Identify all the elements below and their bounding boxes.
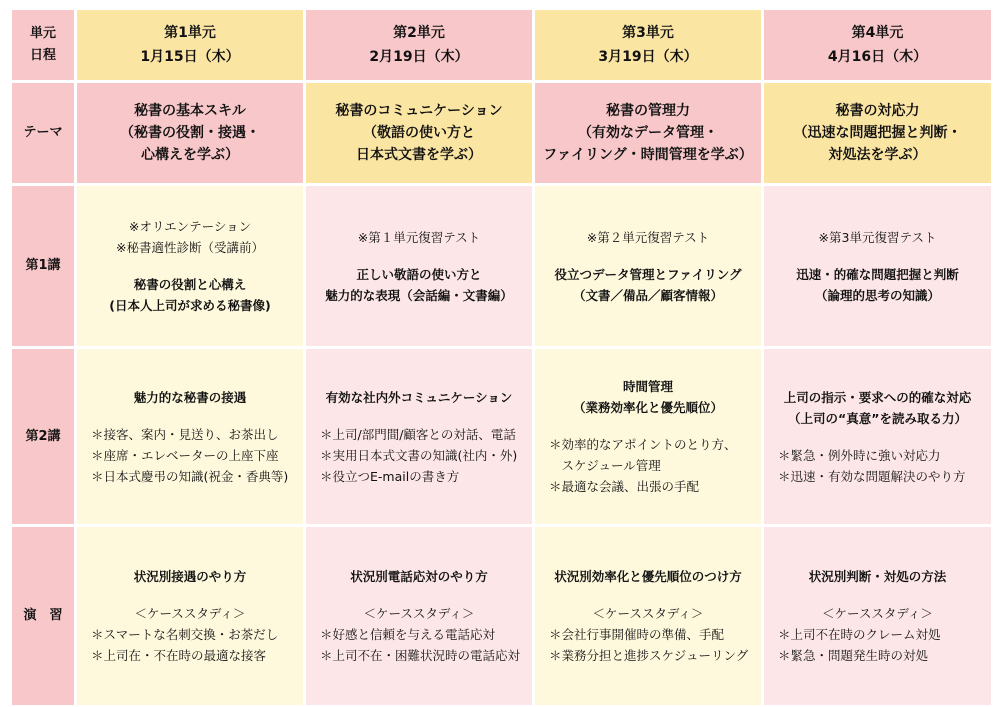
lecture-title: 魅力的な表現（会話編・文書編）: [325, 287, 513, 303]
list-item: ＊緊急・例外時に強い対応力: [778, 447, 941, 463]
unit-title: 第3単元: [622, 25, 674, 41]
unit-date: 3月19日（木）: [598, 49, 698, 65]
list-item: スケジュール管理: [549, 458, 661, 473]
list-item: ＊上司不在時のクレーム対処: [778, 627, 941, 642]
lecture-title: 秘書の役割と心構え: [133, 277, 247, 292]
unit-2-lecture1: [306, 186, 532, 346]
list-item: ＊上司/部門間/顧客との対話、電話: [320, 426, 516, 442]
unit-4-practice: [764, 527, 991, 705]
row-label-header: [12, 10, 74, 80]
unit-2-header: [306, 10, 532, 80]
row-label-lecture1: 第1講: [12, 186, 74, 346]
lecture-title: （文書／備品／顧客情報）: [572, 287, 723, 303]
list-item: ＊実用日本式文書の知識(社内・外): [320, 447, 518, 463]
lecture-title: 有効な社内外コミュニケーション: [325, 389, 513, 405]
unit-date: 4月16日（木）: [827, 49, 928, 65]
unit-3-theme: 秘書の管理力 （有効なデータ管理・ ファイリング・時間管理を学ぶ）: [535, 83, 761, 183]
list-item: ＊効率的なアポイントのとり方、: [549, 437, 737, 452]
row-label-theme: テーマ: [12, 83, 74, 183]
list-item: ＊上司在・不在時の最適な接客: [91, 648, 267, 663]
lecture-title: （業務効率化と優先順位）: [572, 400, 723, 415]
lecture-title: 迅速・的確な問題把握と判断: [796, 266, 959, 282]
lecture-title: （論理的思考の知識）: [814, 287, 940, 303]
unit-date: 2月19日（木）: [369, 49, 469, 65]
lecture-title: （上司の“真意”を読み取る力）: [788, 410, 967, 426]
unit-title: 第2単元: [393, 25, 445, 41]
unit-2-practice: [306, 527, 532, 705]
lecture-note: ※第3単元復習テスト: [818, 229, 937, 245]
list-item: ＊座席・エレベーターの上座下座: [91, 447, 279, 463]
unit-4-theme: 秘書の対応力 （迅速な問題把握と判断・ 対処法を学ぶ）: [764, 83, 991, 183]
lecture-note: ※第１単元復習テスト: [357, 229, 481, 245]
unit-4-lecture1: [764, 186, 991, 346]
unit-1-header: [77, 10, 303, 80]
practice-title: 状況別効率化と優先順位のつけ方: [554, 569, 742, 584]
list-item: ＊最適な会議、出張の手配: [549, 479, 700, 494]
list-item: ＊日本式慶弔の知識(祝金・香典等): [91, 468, 289, 484]
unit-4-lecture2: [764, 349, 991, 524]
unit-title: 第1単元: [164, 25, 216, 41]
unit-2-theme: 秘書のコミュニケーション （敬語の使い方と 日本式文書を学ぶ）: [306, 83, 532, 183]
row-label-unit: 単元: [29, 26, 56, 41]
case-study-label: ＜ケーススタディ＞: [822, 606, 933, 621]
schedule-table: [12, 10, 991, 705]
row-label-lecture2: 第2講: [12, 349, 74, 524]
practice-title: 状況別判断・対処の方法: [808, 569, 947, 584]
unit-4-header: [764, 10, 991, 80]
list-item: ＊接客、案内・見送り、お茶出し: [91, 426, 279, 442]
row-label-date: 日程: [29, 48, 56, 63]
lecture-title: 時間管理: [622, 379, 673, 394]
unit-1-theme: 秘書の基本スキル （秘書の役割・接遇・ 心構えを学ぶ）: [77, 83, 303, 183]
unit-1-lecture1: [77, 186, 303, 346]
list-item: ＊迅速・有効な問題解決のやり方: [778, 468, 966, 484]
unit-3-lecture1: [535, 186, 761, 346]
lecture-note: ※第２単元復習テスト: [586, 229, 710, 245]
lecture-title: 上司の指示・要求への的確な対応: [783, 389, 972, 405]
list-item: ＊会社行事開催時の準備、手配: [549, 627, 725, 642]
case-study-label: ＜ケーススタディ＞: [363, 606, 475, 621]
unit-3-header: [535, 10, 761, 80]
lecture-title: 役立つデータ管理とファイリング: [554, 266, 742, 282]
case-study-label: ＜ケーススタディ＞: [134, 606, 246, 621]
list-item: ＊役立つE-mailの書き方: [320, 468, 460, 484]
lecture-note: ※オリエンテーション: [128, 219, 252, 234]
unit-3-lecture2: [535, 349, 761, 524]
practice-title: 状況別接遇のやり方: [133, 569, 247, 584]
row-label-practice: 演 習: [12, 527, 74, 705]
unit-1-practice: [77, 527, 303, 705]
unit-2-lecture2: [306, 349, 532, 524]
lecture-title: (日本人上司が求める秘書像): [109, 298, 271, 313]
case-study-label: ＜ケーススタディ＞: [592, 606, 704, 621]
unit-1-lecture2: [77, 349, 303, 524]
unit-date: 1月15日（木）: [140, 49, 240, 65]
list-item: ＊スマートな名刺交換・お茶だし: [91, 627, 279, 642]
list-item: ＊業務分担と進捗スケジューリング: [549, 648, 749, 663]
practice-title: 状況別電話応対のやり方: [350, 569, 488, 584]
list-item: ＊上司不在・困難状況時の電話応対: [320, 648, 521, 663]
unit-title: 第4単元: [851, 25, 904, 41]
unit-3-practice: [535, 527, 761, 705]
list-item: ＊緊急・問題発生時の対処: [778, 648, 929, 663]
lecture-title: 魅力的な秘書の接遇: [133, 389, 247, 405]
list-item: ＊好感と信頼を与える電話応対: [320, 627, 496, 642]
lecture-title: 正しい敬語の使い方と: [356, 266, 482, 282]
lecture-note: ※秘書適性診断（受講前）: [116, 240, 264, 255]
